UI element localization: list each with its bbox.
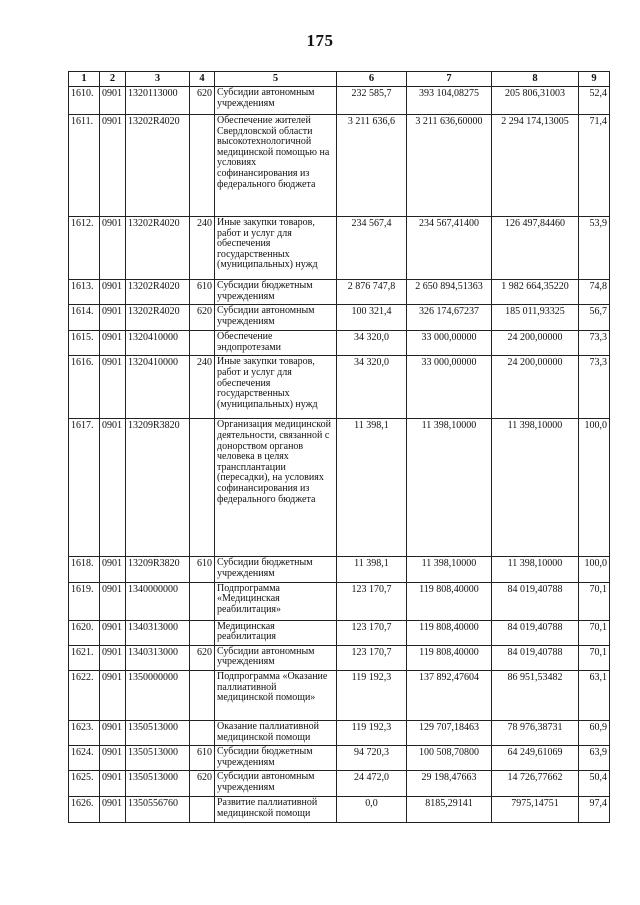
section-code-cell: 0901 (100, 771, 126, 797)
row-number-cell: 1622. (69, 670, 100, 720)
column-header: 6 (337, 72, 407, 87)
value-planned-cell: 234 567,4 (337, 217, 407, 280)
page-number: 175 (306, 31, 334, 50)
target-code-cell: 13209R3820 (126, 419, 190, 557)
value-refined-cell: 29 198,47663 (407, 771, 492, 797)
row-number-cell: 1618. (69, 557, 100, 582)
percent-executed-cell: 63,9 (579, 746, 610, 771)
value-refined-cell: 100 508,70800 (407, 746, 492, 771)
value-refined-cell: 33 000,00000 (407, 356, 492, 419)
value-executed-cell: 185 011,93325 (492, 305, 579, 331)
expense-type-cell (190, 720, 215, 745)
row-number-cell: 1617. (69, 419, 100, 557)
value-planned-cell: 123 170,7 (337, 582, 407, 620)
percent-executed-cell: 70,1 (579, 620, 610, 645)
target-code-cell: 1350556760 (126, 797, 190, 822)
row-number-cell: 1626. (69, 797, 100, 822)
table-row (69, 419, 610, 557)
value-refined-cell: 119 808,40000 (407, 582, 492, 620)
expense-type-cell (190, 331, 215, 356)
section-code-cell: 0901 (100, 746, 126, 771)
percent-executed-cell: 74,8 (579, 280, 610, 305)
table-row (69, 582, 610, 620)
value-planned-cell: 34 320,0 (337, 331, 407, 356)
value-refined-cell: 129 707,18463 (407, 720, 492, 745)
value-refined-cell: 326 174,67237 (407, 305, 492, 331)
item-name-cell: Субсидии автономным учреждениям (215, 771, 337, 797)
table-row (69, 797, 610, 822)
section-code-cell: 0901 (100, 280, 126, 305)
expense-type-cell: 620 (190, 645, 215, 670)
row-number-cell: 1620. (69, 620, 100, 645)
item-name-cell: Обеспечение жителей Свердловской области высокотехнологичной медицинской помощью на условиях софинансирования из федерального бюджета (215, 115, 337, 217)
table-row (69, 557, 610, 582)
section-code-cell: 0901 (100, 331, 126, 356)
percent-executed-cell: 73,3 (579, 331, 610, 356)
table-row (69, 305, 610, 331)
expense-type-cell: 620 (190, 771, 215, 797)
value-refined-cell: 33 000,00000 (407, 331, 492, 356)
expense-type-cell: 240 (190, 356, 215, 419)
column-header: 7 (407, 72, 492, 87)
column-header: 2 (100, 72, 126, 87)
value-planned-cell: 119 192,3 (337, 670, 407, 720)
value-planned-cell: 34 320,0 (337, 356, 407, 419)
value-planned-cell: 100 321,4 (337, 305, 407, 331)
percent-executed-cell: 70,1 (579, 645, 610, 670)
item-name-cell: Развитие паллиативной медицинской помощи (215, 797, 337, 822)
table-row (69, 720, 610, 745)
budget-table (68, 71, 610, 823)
value-planned-cell: 0,0 (337, 797, 407, 822)
item-name-cell: Подпрограмма «Медицинская реабилитация» (215, 582, 337, 620)
target-code-cell: 1350000000 (126, 670, 190, 720)
target-code-cell: 1320410000 (126, 331, 190, 356)
value-refined-cell: 234 567,41400 (407, 217, 492, 280)
percent-executed-cell: 71,4 (579, 115, 610, 217)
item-name-cell: Субсидии автономным учреждениям (215, 87, 337, 115)
item-name-cell: Субсидии автономным учреждениям (215, 305, 337, 331)
value-executed-cell: 126 497,84460 (492, 217, 579, 280)
column-header: 5 (215, 72, 337, 87)
target-code-cell: 1340000000 (126, 582, 190, 620)
target-code-cell: 13202R4020 (126, 115, 190, 217)
value-executed-cell: 11 398,10000 (492, 557, 579, 582)
percent-executed-cell: 50,4 (579, 771, 610, 797)
section-code-cell: 0901 (100, 620, 126, 645)
expense-type-cell (190, 115, 215, 217)
value-refined-cell: 8185,29141 (407, 797, 492, 822)
table-row (69, 87, 610, 115)
item-name-cell: Субсидии бюджетным учреждениям (215, 557, 337, 582)
item-name-cell: Организация медицинской деятельности, связанной с донорством органов человека в целях трансплантации (пересадки), на условиях софинансирования из федерального бюджета (215, 419, 337, 557)
percent-executed-cell: 70,1 (579, 582, 610, 620)
table-row (69, 115, 610, 217)
value-planned-cell: 11 398,1 (337, 557, 407, 582)
value-executed-cell: 84 019,40788 (492, 645, 579, 670)
table-row (69, 620, 610, 645)
percent-executed-cell: 63,1 (579, 670, 610, 720)
target-code-cell: 13202R4020 (126, 280, 190, 305)
table-body (69, 87, 610, 823)
value-refined-cell: 2 650 894,51363 (407, 280, 492, 305)
item-name-cell: Субсидии бюджетным учреждениям (215, 746, 337, 771)
value-refined-cell: 137 892,47604 (407, 670, 492, 720)
target-code-cell: 1340313000 (126, 620, 190, 645)
table-row (69, 331, 610, 356)
value-refined-cell: 11 398,10000 (407, 419, 492, 557)
value-planned-cell: 119 192,3 (337, 720, 407, 745)
row-number-cell: 1612. (69, 217, 100, 280)
value-refined-cell: 119 808,40000 (407, 620, 492, 645)
table-row (69, 771, 610, 797)
row-number-cell: 1613. (69, 280, 100, 305)
value-planned-cell: 11 398,1 (337, 419, 407, 557)
expense-type-cell (190, 582, 215, 620)
section-code-cell: 0901 (100, 419, 126, 557)
value-executed-cell: 84 019,40788 (492, 620, 579, 645)
table-row (69, 217, 610, 280)
value-planned-cell: 232 585,7 (337, 87, 407, 115)
section-code-cell: 0901 (100, 356, 126, 419)
expense-type-cell (190, 797, 215, 822)
value-planned-cell: 2 876 747,8 (337, 280, 407, 305)
value-refined-cell: 393 104,08275 (407, 87, 492, 115)
column-header: 4 (190, 72, 215, 87)
value-refined-cell: 11 398,10000 (407, 557, 492, 582)
row-number-cell: 1614. (69, 305, 100, 331)
column-header: 8 (492, 72, 579, 87)
section-code-cell: 0901 (100, 557, 126, 582)
target-code-cell: 1320113000 (126, 87, 190, 115)
value-executed-cell: 64 249,61069 (492, 746, 579, 771)
target-code-cell: 13202R4020 (126, 217, 190, 280)
target-code-cell: 1350513000 (126, 746, 190, 771)
value-planned-cell: 3 211 636,6 (337, 115, 407, 217)
table-row (69, 670, 610, 720)
column-header: 3 (126, 72, 190, 87)
row-number-cell: 1616. (69, 356, 100, 419)
expense-type-cell (190, 419, 215, 557)
expense-type-cell: 620 (190, 305, 215, 331)
table-row (69, 356, 610, 419)
expense-type-cell (190, 620, 215, 645)
item-name-cell: Иные закупки товаров, работ и услуг для обеспечения государственных (муниципальных) нужд (215, 356, 337, 419)
percent-executed-cell: 53,9 (579, 217, 610, 280)
section-code-cell: 0901 (100, 305, 126, 331)
item-name-cell: Обеспечение эндопротезами (215, 331, 337, 356)
item-name-cell: Субсидии бюджетным учреждениям (215, 280, 337, 305)
value-executed-cell: 2 294 174,13005 (492, 115, 579, 217)
value-planned-cell: 123 170,7 (337, 620, 407, 645)
percent-executed-cell: 60,9 (579, 720, 610, 745)
value-planned-cell: 24 472,0 (337, 771, 407, 797)
section-code-cell: 0901 (100, 217, 126, 280)
item-name-cell: Оказание паллиативной медицинской помощи (215, 720, 337, 745)
target-code-cell: 1340313000 (126, 645, 190, 670)
value-executed-cell: 205 806,31003 (492, 87, 579, 115)
row-number-cell: 1611. (69, 115, 100, 217)
target-code-cell: 13209R3820 (126, 557, 190, 582)
row-number-cell: 1610. (69, 87, 100, 115)
percent-executed-cell: 73,3 (579, 356, 610, 419)
section-code-cell: 0901 (100, 645, 126, 670)
row-number-cell: 1621. (69, 645, 100, 670)
row-number-cell: 1615. (69, 331, 100, 356)
value-executed-cell: 1 982 664,35220 (492, 280, 579, 305)
expense-type-cell: 610 (190, 557, 215, 582)
column-header: 9 (579, 72, 610, 87)
percent-executed-cell: 100,0 (579, 557, 610, 582)
percent-executed-cell: 52,4 (579, 87, 610, 115)
item-name-cell: Иные закупки товаров, работ и услуг для обеспечения государственных (муниципальных) нужд (215, 217, 337, 280)
value-planned-cell: 94 720,3 (337, 746, 407, 771)
row-number-cell: 1625. (69, 771, 100, 797)
expense-type-cell (190, 670, 215, 720)
item-name-cell: Медицинская реабилитация (215, 620, 337, 645)
section-code-cell: 0901 (100, 87, 126, 115)
expense-type-cell: 240 (190, 217, 215, 280)
value-executed-cell: 11 398,10000 (492, 419, 579, 557)
expense-type-cell: 610 (190, 280, 215, 305)
percent-executed-cell: 100,0 (579, 419, 610, 557)
header-row (69, 72, 610, 87)
row-number-cell: 1624. (69, 746, 100, 771)
table-row (69, 746, 610, 771)
item-name-cell: Подпрограмма «Оказание паллиативной медицинской помощи» (215, 670, 337, 720)
value-executed-cell: 24 200,00000 (492, 331, 579, 356)
value-executed-cell: 24 200,00000 (492, 356, 579, 419)
section-code-cell: 0901 (100, 670, 126, 720)
section-code-cell: 0901 (100, 582, 126, 620)
section-code-cell: 0901 (100, 115, 126, 217)
target-code-cell: 13202R4020 (126, 305, 190, 331)
item-name-cell: Субсидии автономным учреждениям (215, 645, 337, 670)
section-code-cell: 0901 (100, 720, 126, 745)
column-header: 1 (69, 72, 100, 87)
percent-executed-cell: 56,7 (579, 305, 610, 331)
target-code-cell: 1320410000 (126, 356, 190, 419)
table-row (69, 645, 610, 670)
value-executed-cell: 86 951,53482 (492, 670, 579, 720)
table-row (69, 280, 610, 305)
expense-type-cell: 610 (190, 746, 215, 771)
expense-type-cell: 620 (190, 87, 215, 115)
section-code-cell: 0901 (100, 797, 126, 822)
value-executed-cell: 7975,14751 (492, 797, 579, 822)
row-number-cell: 1623. (69, 720, 100, 745)
value-executed-cell: 84 019,40788 (492, 582, 579, 620)
value-refined-cell: 3 211 636,60000 (407, 115, 492, 217)
value-refined-cell: 119 808,40000 (407, 645, 492, 670)
target-code-cell: 1350513000 (126, 720, 190, 745)
value-planned-cell: 123 170,7 (337, 645, 407, 670)
target-code-cell: 1350513000 (126, 771, 190, 797)
value-executed-cell: 14 726,77662 (492, 771, 579, 797)
row-number-cell: 1619. (69, 582, 100, 620)
percent-executed-cell: 97,4 (579, 797, 610, 822)
value-executed-cell: 78 976,38731 (492, 720, 579, 745)
